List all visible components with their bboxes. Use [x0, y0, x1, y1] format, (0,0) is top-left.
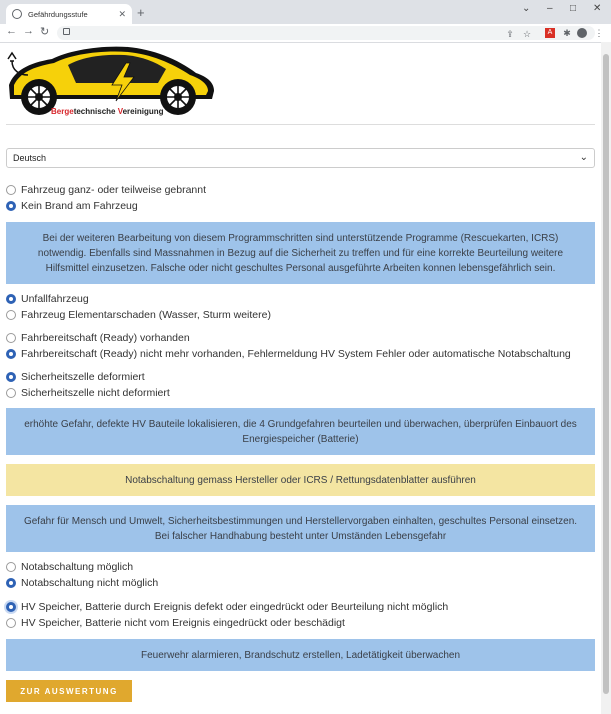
language-select-value: Deutsch: [13, 153, 47, 163]
radio-icon[interactable]: [6, 562, 16, 572]
info-box-fire-department: Feuerwehr alarmieren, Brandschutz erstellen, Ladetätigkeit überwachen: [6, 639, 595, 671]
radio-icon[interactable]: [6, 618, 16, 628]
radio-icon[interactable]: [6, 185, 16, 195]
info-box-increased-danger: erhöhte Gefahr, defekte HV Bauteile lokalisieren, die 4 Grundgefahren beurteilen und überwachen, überprüfen Einbauort des Energiespeicher (Batterie): [6, 408, 595, 455]
info-box-programs: Bei der weiteren Bearbeitung von diesem Programmschritten sind unterstützende Programme (Rescuekarten, ICRS) notwendig. Ebenfalls sind Massnahmen in Bezug auf die Sicherheit zu treffen und für eine korrekte Beurteilung weitere Hilfsmittel einzusetzen. Falsche oder nicht geschultes Personal ausgeführte Arbeiten konnen lebensgefährlich sein.: [6, 222, 595, 284]
tab-search-icon[interactable]: ⌄: [522, 3, 531, 14]
radio-battery-damaged[interactable]: HV Speicher, Batterie durch Ereignis defekt oder eingedrückt oder Beurteilung nicht möglich: [6, 601, 448, 613]
radio-cell-deformed[interactable]: Sicherheitszelle deformiert: [6, 371, 145, 383]
radio-battery-intact[interactable]: HV Speicher, Batterie nicht vom Ereignis eingedrückt oder beschädigt: [6, 617, 345, 629]
share-icon[interactable]: ⇪: [506, 29, 514, 39]
pdf-extension-icon[interactable]: A: [545, 28, 555, 38]
header-divider: [6, 124, 595, 125]
warning-box-shutdown: Notabschaltung gemass Hersteller oder ICRS / Rettungsdatenblatter ausführen: [6, 464, 595, 496]
radio-ready-unavailable[interactable]: Fahrbereitschaft (Ready) nicht mehr vorhanden, Fehlermeldung HV System Fehler oder automatische Notabschaltung: [6, 348, 571, 360]
more-menu-icon[interactable]: ⋮: [594, 28, 604, 38]
tab-title: Gefährdungsstufe: [28, 9, 88, 19]
radio-icon[interactable]: [6, 310, 16, 320]
address-bar[interactable]: [57, 26, 595, 40]
radio-shutdown-possible[interactable]: Notabschaltung möglich: [6, 561, 133, 573]
radio-icon[interactable]: [6, 372, 16, 382]
radio-fire-burned[interactable]: Fahrzeug ganz- oder teilweise gebrannt: [6, 184, 206, 196]
reload-icon[interactable]: ↻: [40, 26, 50, 38]
radio-no-fire[interactable]: Kein Brand am Fahrzeug: [6, 200, 138, 212]
bookmark-star-icon[interactable]: ☆: [522, 29, 532, 39]
chevron-down-icon: ⌄: [579, 152, 588, 163]
radio-shutdown-impossible[interactable]: Notabschaltung nicht möglich: [6, 577, 158, 589]
scrollbar-thumb[interactable]: [603, 54, 609, 694]
window-close-button[interactable]: ✕: [593, 3, 602, 14]
forward-icon[interactable]: →: [23, 25, 34, 37]
radio-accident-vehicle[interactable]: Unfallfahrzeug: [6, 293, 89, 305]
new-tab-button[interactable]: +: [137, 5, 145, 20]
radio-cell-not-deformed[interactable]: Sicherheitszelle nicht deformiert: [6, 387, 170, 399]
tab-close-icon[interactable]: ✕: [118, 8, 126, 19]
radio-icon[interactable]: [6, 201, 16, 211]
radio-icon[interactable]: [6, 578, 16, 588]
radio-icon[interactable]: [6, 602, 16, 612]
minimize-button[interactable]: –: [547, 3, 553, 14]
profile-avatar-icon[interactable]: [577, 28, 587, 38]
lock-icon: [63, 28, 70, 35]
evaluation-submit-button[interactable]: ZUR AUSWERTUNG: [6, 680, 132, 702]
radio-icon[interactable]: [6, 333, 16, 343]
language-select[interactable]: [6, 148, 595, 168]
maximize-button[interactable]: □: [570, 3, 577, 14]
radio-icon[interactable]: [6, 388, 16, 398]
back-icon[interactable]: ←: [6, 25, 17, 37]
info-box-hazard: Gefahr für Mensch und Umwelt, Sicherheitsbestimmungen und Herstellervorgaben einhalten, geschultes Personal einsetzen. Bei falscher Handhabung besteht unter Umständen Lebensgefahr: [6, 505, 595, 552]
radio-icon[interactable]: [6, 349, 16, 359]
page-scrollbar[interactable]: [601, 42, 611, 714]
extensions-puzzle-icon[interactable]: ✱: [563, 28, 571, 38]
radio-natural-damage[interactable]: Fahrzeug Elementarschaden (Wasser, Sturm weitere): [6, 309, 271, 321]
browser-tab-strip: [0, 0, 611, 24]
radio-ready-available[interactable]: Fahrbereitschaft (Ready) vorhanden: [6, 332, 190, 344]
browser-tab[interactable]: [6, 4, 132, 24]
browser-toolbar: [0, 24, 611, 43]
radio-icon[interactable]: [6, 294, 16, 304]
globe-icon: [12, 9, 22, 19]
brand-name: Bergetechnische Vereinigung: [51, 107, 164, 116]
